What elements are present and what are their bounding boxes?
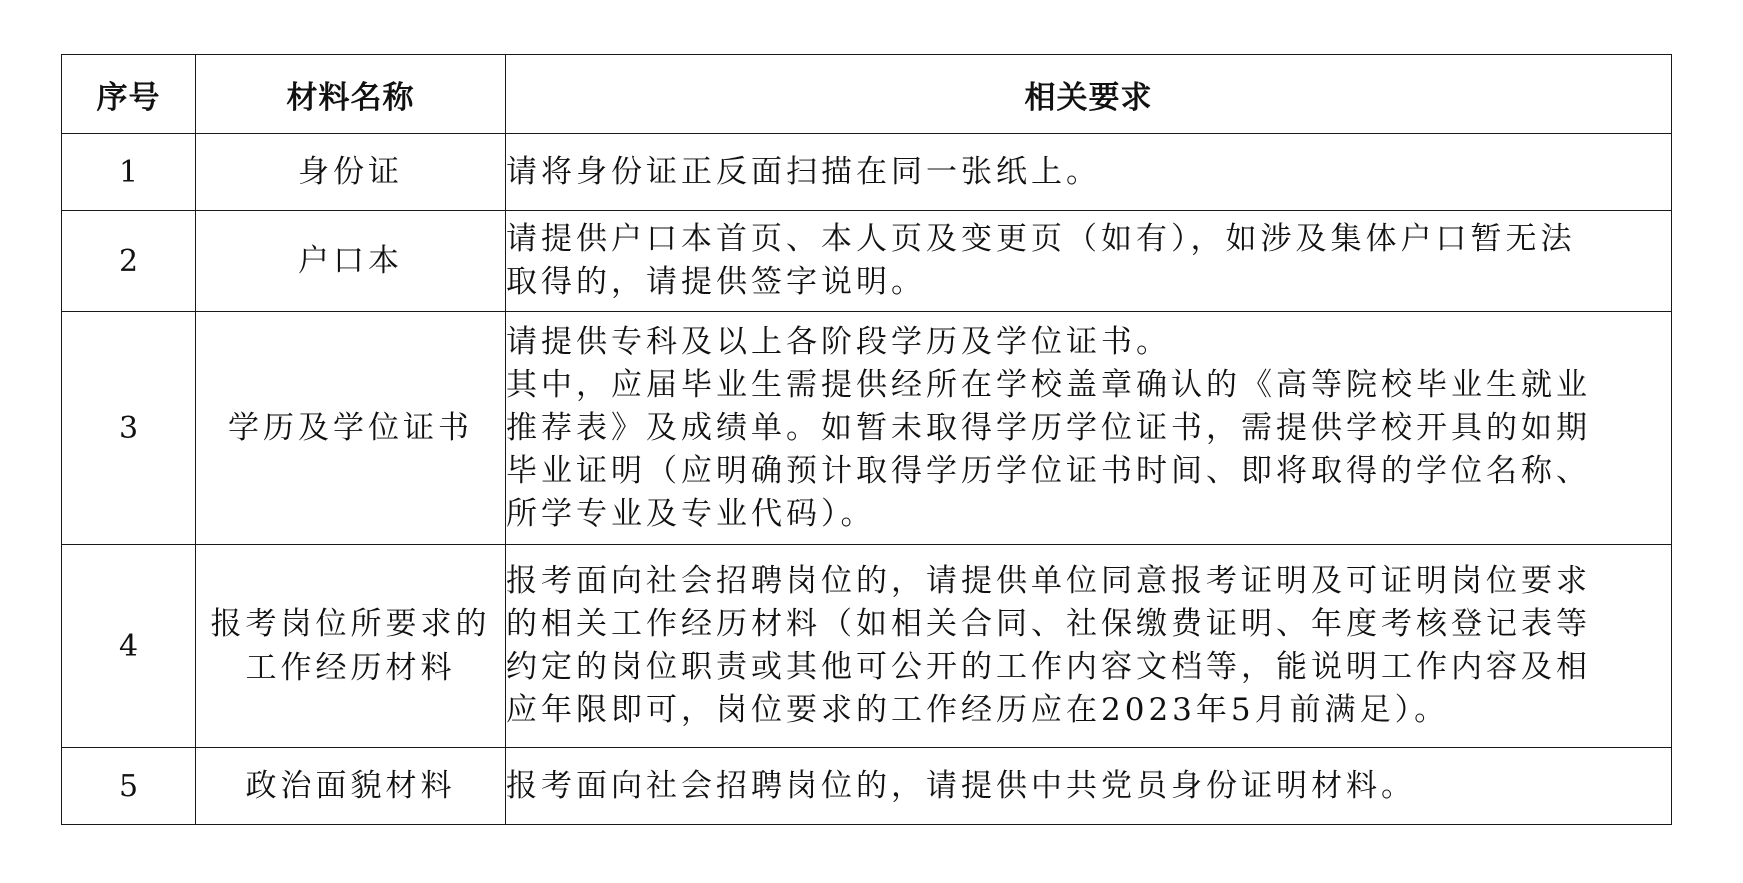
row-seq: 2: [62, 211, 196, 312]
row-material-name: [196, 748, 506, 825]
material-name-line: 报考岗位所要求的: [210, 606, 491, 642]
requirement-line: 取得的，请提供签字说明。: [506, 264, 926, 300]
row-requirements: [506, 748, 1672, 825]
requirement-line: 其中，应届毕业生需提供经所在学校盖章确认的《高等院校毕业生就业: [506, 366, 1591, 403]
requirement-line: 报考面向社会招聘岗位的，请提供中共党员身份证明材料。: [506, 767, 1416, 804]
table-row: [62, 211, 1672, 312]
requirement-line: 请将身份证正反面扫描在同一张纸上。: [506, 153, 1101, 190]
table-row: [62, 312, 1672, 545]
row-material-name: [196, 134, 506, 211]
row-material-name: [196, 211, 506, 312]
row-seq: 3: [62, 312, 196, 545]
requirement-line: 所学专业及专业代码）。: [506, 495, 876, 532]
material-name-line: 工作经历材料: [245, 650, 456, 686]
material-name-line: 政治面貌材料: [245, 768, 456, 804]
header-material-name: 材料名称: [196, 55, 506, 134]
requirement-line: 推荐表》及成绩单。如暂未取得学历学位证书，需提供学校开具的如期: [506, 409, 1591, 446]
row-seq: 4: [62, 545, 196, 748]
row-material-name: [196, 312, 506, 545]
material-name-line: 户口本: [298, 243, 403, 279]
header-row: [62, 55, 1672, 134]
row-requirements: [506, 211, 1672, 312]
requirement-line: 应年限即可，岗位要求的工作经历应在2023年5月前满足）。: [506, 692, 1450, 728]
requirement-line: 报考面向社会招聘岗位的，请提供单位同意报考证明及可证明岗位要求: [506, 563, 1591, 599]
header-requirements: 相关要求: [506, 55, 1672, 134]
requirement-line: 毕业证明（应明确预计取得学历学位证书时间、即将取得的学位名称、: [506, 452, 1591, 489]
table-row: [62, 748, 1672, 825]
row-material-name: [196, 545, 506, 748]
table-row: [62, 134, 1672, 211]
materials-table: [61, 54, 1672, 825]
requirement-line: 请提供专科及以上各阶段学历及学位证书。: [506, 323, 1171, 360]
row-requirements: [506, 134, 1672, 211]
row-requirements: [506, 545, 1672, 748]
requirement-line: 的相关工作经历材料（如相关合同、社保缴费证明、年度考核登记表等: [506, 606, 1591, 642]
material-name-line: 身份证: [298, 154, 403, 190]
table-row: [62, 545, 1672, 748]
row-requirements: [506, 312, 1672, 545]
row-seq: 5: [62, 748, 196, 825]
header-seq: 序号: [62, 55, 196, 134]
requirement-line: 请提供户口本首页、本人页及变更页（如有），如涉及集体户口暂无法: [506, 221, 1576, 257]
material-name-line: 学历及学位证书: [228, 410, 473, 446]
row-seq: 1: [62, 134, 196, 211]
requirement-line: 约定的岗位职责或其他可公开的工作内容文档等，能说明工作内容及相: [506, 649, 1591, 685]
